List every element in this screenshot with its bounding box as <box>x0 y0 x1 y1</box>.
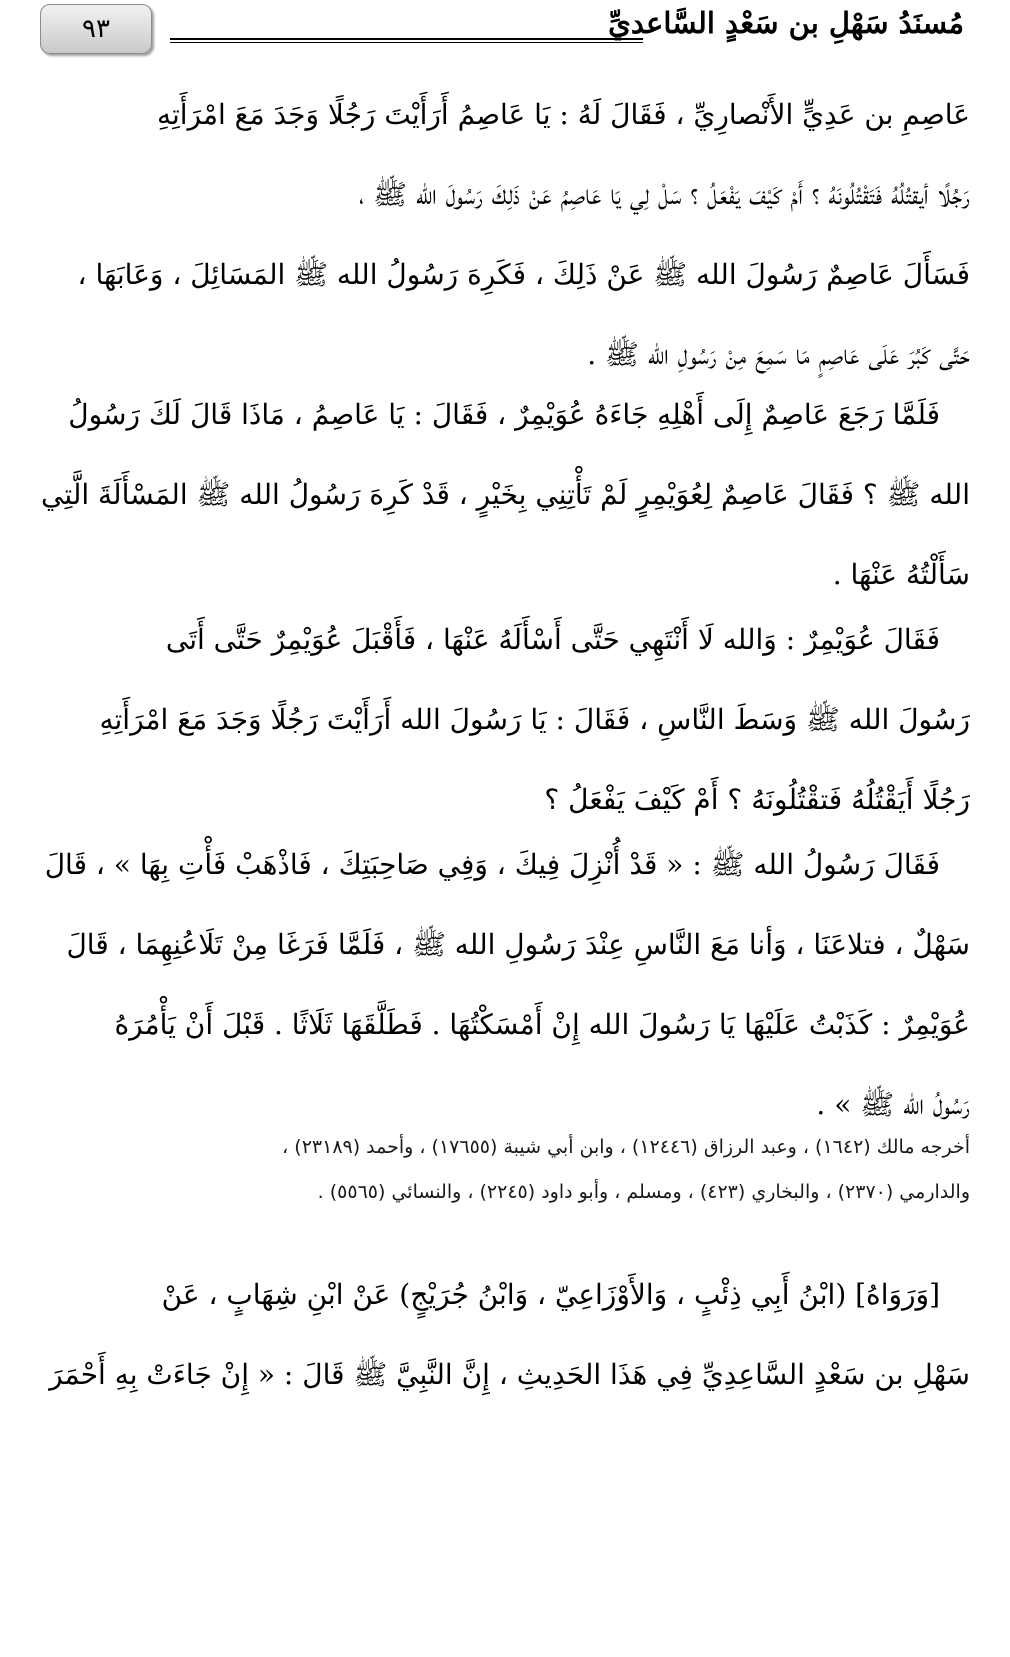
footnote <box>40 1125 970 1215</box>
text-line: [وَرَوَاهُ] (ابْنُ أَبِي ذِئْبٍ ، وَالأَوْزَاعِيّ ، وَابْنُ جُرَيْجٍ) عَنْ ابْنِ شِهَابٍ ، عَنْ <box>161 1278 940 1311</box>
text-line: رَجُلًا أَيَقْتُلُهُ فَتقْتُلُونَهُ ؟ أَمْ كَيْفَ يَفْعَلُ ؟ <box>544 783 970 816</box>
text-line: رَجُلًا أيقتُلُهُ فَتَقْتُلُونَهُ ؟ أَمْ كَيْفَ يَفْعَلُ ؟ سَلْ لِي يَا عَاصِمُ عَنْ ذَلِكَ رَسُولَ الله ﷺ ، <box>358 178 970 211</box>
text-line: حَتَّى كَبُرَ عَلَى عَاصِمٍ مَا سَمِعَ مِنْ رَسُولِ الله ﷺ . <box>587 338 970 371</box>
text-line: فَقَالَ رَسُولُ الله ﷺ : « قَدْ أُنْزِلَ فِيكَ ، وَفِي صَاحِبَتِكَ ، فَاذْهَبْ فَأْتِ بِهَا » ، قَالَ <box>44 848 940 881</box>
text-line: فَسَأَلَ عَاصِمٌ رَسُولَ الله ﷺ عَنْ ذَلِكَ ، فَكَرِهَ رَسُولُ الله ﷺ المَسَائِلَ ، وَعَابَهَا ، <box>77 258 970 291</box>
paragraph-4 <box>40 825 970 1145</box>
text-line: رَسُولَ الله ﷺ وَسَطَ النَّاسِ ، فَقَالَ : يَا رَسُولَ الله أَرَأَيْتَ رَجُلًا وَجَدَ مَعَ امْرَأَتِهِ <box>99 703 970 736</box>
paragraph-1 <box>40 75 970 395</box>
page-number-badge <box>40 4 152 54</box>
running-header-title: مُسنَدُ سَهْلِ بن سَعْدٍ السَّاعديِّ <box>608 6 964 40</box>
page-number: ٩٣ <box>82 14 110 44</box>
text-line: سَهْلِ بن سَعْدٍ السَّاعِدِيِّ فِي هَذَا الحَدِيثِ ، إِنَّ النَّبِيَّ ﷺ قَالَ : « إِنْ جَاءَتْ بِهِ أَحْمَرَ <box>49 1358 970 1391</box>
text-line: فَلَمَّا رَجَعَ عَاصِمٌ إِلَى أَهْلِهِ جَاءَهُ عُوَيْمِرٌ ، فَقَالَ : يَا عَاصِمُ ، مَاذَا قَالَ لَكَ رَسُولُ <box>68 398 940 431</box>
text-line: رَسُولُ الله ﷺ » . <box>816 1088 970 1121</box>
text-line: سَهْلٌ ، فتلاعَنَا ، وَأنا مَعَ النَّاسِ عِنْدَ رَسُولِ الله ﷺ ، فَلَمَّا فَرَغَا مِنْ تَلَاعُنِهِمَا ، قَالَ <box>66 928 970 961</box>
text-line: سَأَلْتُهُ عَنْهَا . <box>832 558 970 591</box>
paragraph-3 <box>40 600 970 840</box>
paragraph-2 <box>40 375 970 615</box>
text-line: عَاصِمِ بن عَدِيٍّ الأَنْصارِيِّ ، فَقَالَ لَهُ : يَا عَاصِمُ أَرَأَيْتَ رَجُلًا وَجَدَ مَعَ امْرَأَتِهِ <box>156 98 970 131</box>
text-line: فَقَالَ عُوَيْمِرٌ : وَالله لَا أَنْتَهِي حَتَّى أَسْأَلَهُ عَنْهَا ، فَأَقْبَلَ عُوَيْمِرٌ حَتَّى أَتَى <box>165 623 940 656</box>
paragraph-5 <box>40 1255 970 1415</box>
footnote-line: أخرجه مالك (١٦٤٢) ، وعبد الرزاق (١٢٤٤٦) ، وابن أبي شيبة (١٧٦٥٥) ، وأحمد (٢٣١٨٩) ، <box>282 1136 970 1158</box>
footnote-line: والدارمي (٢٣٧٠) ، والبخاري (٤٢٣) ، ومسلم ، وأبو داود (٢٢٤٥) ، والنسائي (٥٥٦٥) . <box>317 1181 970 1203</box>
text-line: عُوَيْمِرٌ : كَذَبْتُ عَلَيْهَا يَا رَسُولَ الله إِنْ أَمْسَكْتُهَا . فَطَلَّقَهَا ثَلَاثًا . قَبْلَ أَنْ يَأْمُرَهُ <box>114 1008 970 1041</box>
text-line: الله ﷺ ؟ فَقَالَ عَاصِمٌ لِعُوَيْمِرٍ لَمْ تَأْتِنِي بِخَيْرٍ ، قَدْ كَرِهَ رَسُولُ الله ﷺ المَسْأَلَةَ الَّتِي <box>41 478 970 511</box>
header-rule <box>170 38 643 43</box>
